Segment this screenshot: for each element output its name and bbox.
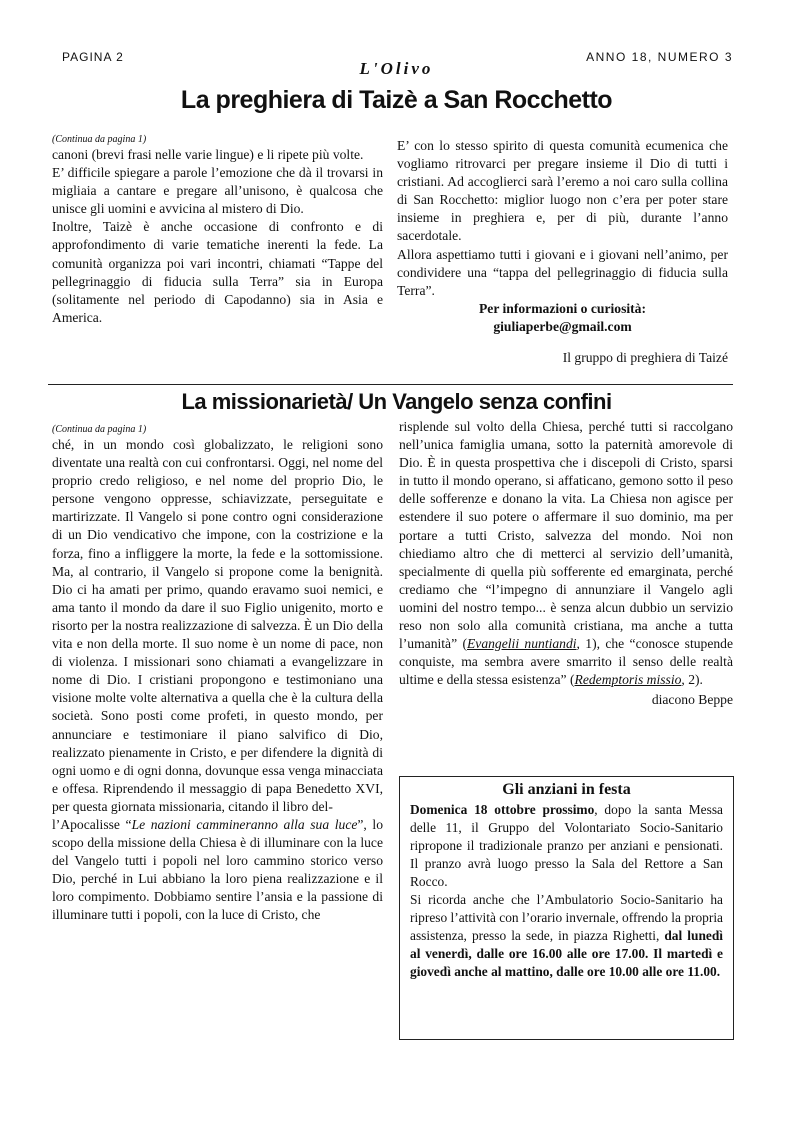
info-label: Per informazioni o curiosità:: [479, 300, 646, 316]
newsletter-brand: L'Olivo: [359, 59, 434, 78]
text-span: ”, lo scopo della missione della Chiesa è di illuminare con la luce del Vangelo tutti i popoli nel loro cammino storico verso Dio, perché in Lui abbiano la loro piena realizzazione e il loro compimento. Dobbiamo sentire l’ansia e la passione di illuminare tutti i popoli, con la luce di Cristo, che: [52, 816, 383, 923]
paragraph: [410, 891, 723, 981]
continued-note: (Continua da pagina 1): [52, 424, 147, 435]
text-span: , dopo la santa Messa delle 11, il Gruppo del Volontariato Socio-Sanitario ripropone il tradizionale pranzo per anziani e pensionati. Il pranzo avrà luogo presso la Sala del Rettore a San Rocco.: [410, 802, 723, 889]
text-span: , 2).: [681, 672, 703, 688]
section-divider: [48, 384, 733, 385]
text-span: l’Apocalisse “: [52, 816, 132, 832]
continued-note: (Continua da pagina 1): [52, 134, 147, 145]
article1-title: La preghiera di Taizè a San Rocchetto: [180, 86, 613, 114]
text-span: risplende sul volto della Chiesa, perché tutti si raccolgano nell’unica famiglia umana, sotto la paternità amorevole di Dio. È in questa prospettiva che i discepoli di Cristo, sparsi in tutto il mondo operano, si affaticano, gemono sotto il peso delle sofferenze e donano la vita. La Chiesa non agisce per estendere il suo potere o affermare il suo dominio, ma per portare a tutti Cristo, salvezza del mondo. Noi non chiediamo altro che di metterci al servizio dell’umanità, specialmente di quella più sofferente ed emarginata, perché crediamo che “l’impegno di annunziare il Vangelo agli uomini del nostro tempo... è senza alcun dubbio un servizio reso non solo alla comunità cristiana, ma anche a tutta l’umanità” (: [399, 419, 733, 652]
text-span: Si ricorda anche che l’Ambulatorio Socio-Sanitario ha ripreso l’attività con l’orario invernale, offrendo la propria assistenza, presso la sede, in piazza Righetti,: [410, 892, 723, 943]
citation: Redemptoris missio: [574, 672, 682, 688]
article1-right-column: [397, 137, 728, 367]
article1-left-column: [52, 134, 383, 327]
article1-signature: Il gruppo di preghiera di Taizé: [562, 350, 728, 366]
paragraph: [410, 801, 723, 891]
contact-email: giuliaperbe@gmail.com: [493, 318, 632, 334]
article2-signature: diacono Beppe: [651, 692, 733, 708]
notice-title: Gli anziani in festa: [502, 781, 631, 798]
article2-left-column: [52, 424, 383, 925]
article2-title: La missionarietà/ Un Vangelo senza confini: [181, 389, 612, 414]
citation: Evangelii nuntiandi: [467, 636, 577, 652]
paragraph: Inoltre, Taizè è anche occasione di confronto e di approfondimento di varie tematiche inerenti la fede. La comunità organizza poi vari incontri, chiamati “Tappe del pellegrinaggio di fiducia sulla Terra” sia in Europa (solitamente nel periodo di Capodanno) sia in Asia e America.: [52, 219, 383, 325]
page-number: PAGINA 2: [62, 50, 124, 64]
paragraph: ché, in un mondo così globalizzato, le religioni sono diventate una realtà con cui confrontarsi. Oggi, nel nome del proprio credo religioso, e nel nome del proprio Dio, le persone vengono oppresse, schiavizzate, perseguitate e martirizzate. Il Vangelo si pone contro ogni considerazione di un Dio vendicativo che impone, con la costrizione e la forza, fino a infliggere la morte, la fede e la sottomissione. Ma, al contrario, il Vangelo si propone come la benignità. Dio ci ha amati per primo, quando eravamo suoi nemici, e ama tanto il mondo da dare il suo Figlio unigenito, morto e risorto per la nostra realizzazione di salvezza. È un Dio della vita e non della morte. Il suo nome è un nome di pace, non di violenza. I missionari sono chiamati a evangelizzare in nome di Dio. I cristiani propongono e testimoniano una visione molte volte alternativa a quella che è la cultura della società. Sono posti come profeti, in questo mondo, per annunciare e testimoniare il piano salvifico di Dio, realizzato pienamente in Cristo, e per difendere la dignità di ogni uomo e di ogni donna, dovunque essa venga minacciata e offesa. Riprendendo il messaggio di papa Benedetto XVI, per questa giornata missionaria, citando il libro del-: [52, 437, 383, 814]
paragraph: [52, 816, 383, 925]
opening-hours: dal lunedì al venerdì, dalle ore 16.00 alle ore 17.00. Il martedì e giovedì anche al mattino, dalle ore 10.00 alle ore 11.00.: [410, 928, 723, 979]
article2-right-column: [399, 418, 733, 710]
notice-body: [410, 801, 723, 981]
quote: Le nazioni cammineranno alla sua luce: [131, 816, 358, 832]
paragraph: E’ con lo stesso spirito di questa comunità ecumenica che vogliamo ritrovarci per pregare insieme il Dio di tutti i cristiani. Ad accoglierci sarà l’eremo a noi caro sulla collina di San Rocchetto: miglior luogo non c’era per poter stare insieme in preghiera e, per di più, durante l’anno sacerdotale.: [397, 138, 728, 244]
event-date: Domenica 18 ottobre prossimo: [410, 802, 595, 817]
notice-box: [399, 776, 734, 1040]
paragraph: [399, 418, 733, 689]
paragraph: E’ difficile spiegare a parole l’emozione che dà il trovarsi in migliaia a cantare e pregare all’unisono, è qualcosa che unisce gli uomini e avvicina al mistero di Dio.: [52, 165, 383, 217]
paragraph: Allora aspettiamo tutti i giovani e i giovani nell’animo, per condividere una “tappa del pellegrinaggio di fiducia sulla Terra”.: [397, 246, 728, 298]
paragraph: canoni (brevi frasi nelle varie lingue) e li ripete più volte.: [52, 147, 364, 162]
issue-number: ANNO 18, NUMERO 3: [586, 50, 733, 64]
text-span: , 1), che “conosce stupende conquiste, ma sembra avere smarrito il senso delle realtà ultime e della stessa esistenza” (: [399, 636, 734, 688]
